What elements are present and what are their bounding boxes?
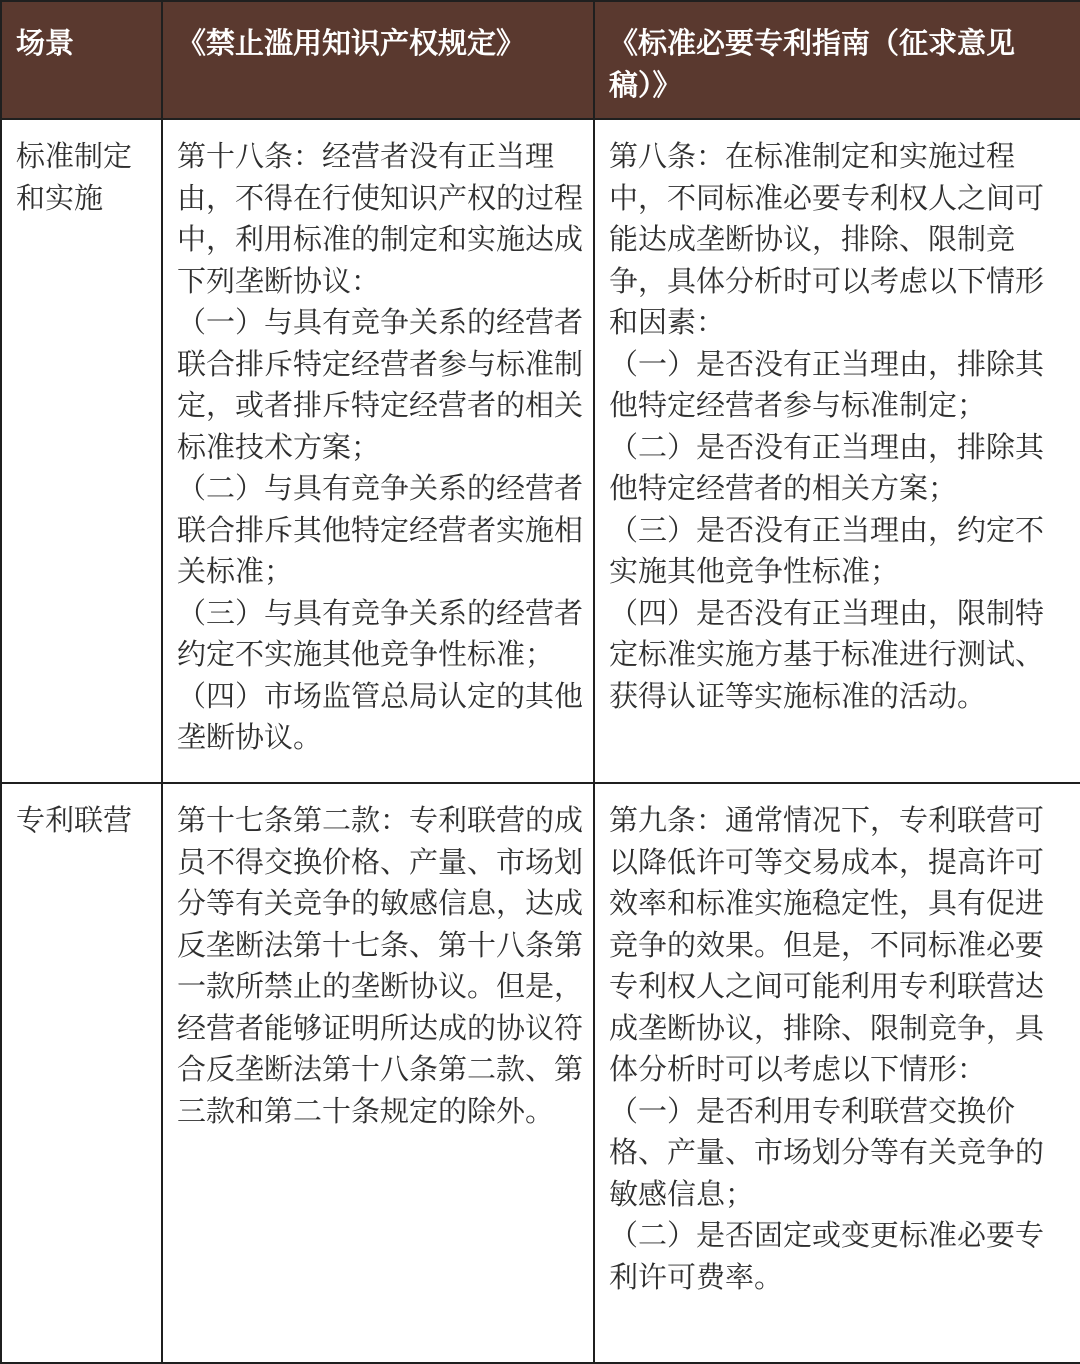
regulation-cell bbox=[162, 783, 594, 1363]
scene-cell: 标准制定和实施 bbox=[1, 119, 162, 783]
table-row bbox=[1, 119, 1080, 783]
regulation-paragraph: （三）与具有竞争关系的经营者约定不实施其他竞争性标准； bbox=[177, 595, 584, 671]
table-row bbox=[1, 783, 1080, 1363]
guideline-paragraph: （三）是否没有正当理由，约定不实施其他竞争性标准； bbox=[609, 512, 1045, 588]
scene-cell: 专利联营 bbox=[1, 783, 162, 1363]
regulation-paragraph: （一）与具有竞争关系的经营者联合排斥特定经营者参与标准制定，或者排斥特定经营者的相关标准技术方案； bbox=[177, 305, 584, 464]
guideline-paragraph: 第九条：通常情况下，专利联营可以降低许可等交易成本，提高许可效率和标准实施稳定性，具有促进竞争的效果。但是，不同标准必要专利权人之间可能利用专利联营达成垄断协议，排除、限制竞争，具体分析时可以考虑以下情形： bbox=[609, 803, 1045, 1086]
header-guideline: 《标准必要专利指南（征求意见稿）》 bbox=[594, 1, 1080, 119]
regulation-paragraph: （二）与具有竞争关系的经营者联合排斥其他特定经营者实施相关标准； bbox=[177, 471, 584, 588]
header-row bbox=[1, 1, 1080, 119]
header-scene: 场景 bbox=[1, 1, 162, 119]
regulation-cell bbox=[162, 119, 594, 783]
guideline-paragraph: 第八条：在标准制定和实施过程中，不同标准必要专利权人之间可能达成垄断协议，排除、限制竞争，具体分析时可以考虑以下情形和因素： bbox=[609, 139, 1045, 339]
guideline-paragraph: （一）是否没有正当理由，排除其他特定经营者参与标准制定； bbox=[609, 346, 1045, 422]
guideline-cell bbox=[594, 783, 1080, 1363]
regulation-paragraph: 第十七条第二款：专利联营的成员不得交换价格、产量、市场划分等有关竞争的敏感信息，达成反垄断法第十七条、第十八条第一款所禁止的垄断协议。但是，经营者能够证明所达成的协议符合反垄断法第十八条第二款、第三款和第二十条规定的除外。 bbox=[177, 803, 584, 1128]
guideline-paragraph: （一）是否利用专利联营交换价格、产量、市场划分等有关竞争的敏感信息； bbox=[609, 1093, 1045, 1211]
header-regulation: 《禁止滥用知识产权规定》 bbox=[162, 1, 594, 119]
guideline-paragraph: （二）是否固定或变更标准必要专利许可费率。 bbox=[609, 1218, 1045, 1294]
guideline-paragraph: （二）是否没有正当理由，排除其他特定经营者的相关方案； bbox=[609, 429, 1045, 505]
regulation-paragraph: （四）市场监管总局认定的其他垄断协议。 bbox=[177, 678, 584, 754]
regulation-paragraph: 第十八条：经营者没有正当理由，不得在行使知识产权的过程中，利用标准的制定和实施达成下列垄断协议： bbox=[177, 139, 584, 298]
guideline-paragraph: （四）是否没有正当理由，限制特定标准实施方基于标准进行测试、获得认证等实施标准的活动。 bbox=[609, 595, 1045, 713]
guideline-cell bbox=[594, 119, 1080, 783]
